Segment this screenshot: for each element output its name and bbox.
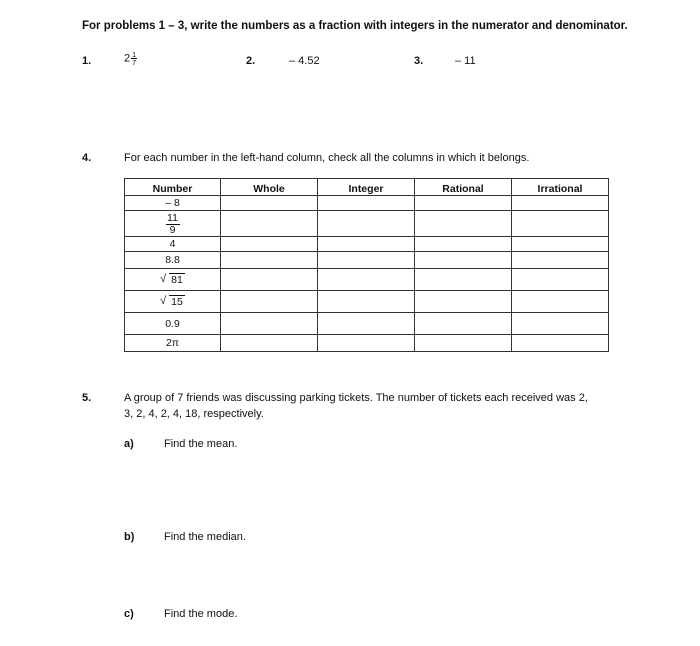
number-cell: 8.8 bbox=[125, 252, 221, 269]
table-row bbox=[125, 237, 609, 252]
column-header-rational: Rational bbox=[415, 179, 512, 196]
radicand: 15 bbox=[171, 295, 183, 308]
whole-checkbox-cell[interactable] bbox=[221, 252, 318, 269]
table-row bbox=[125, 211, 609, 237]
table-row bbox=[125, 291, 609, 313]
number-cell bbox=[125, 291, 221, 313]
table-row bbox=[125, 252, 609, 269]
part-a-text: Find the mean. bbox=[164, 438, 238, 450]
part-b-label: b) bbox=[124, 531, 135, 543]
problem-5-number: 5. bbox=[82, 392, 92, 404]
irrational-checkbox-cell[interactable] bbox=[512, 313, 609, 335]
integer-checkbox-cell[interactable] bbox=[318, 335, 415, 352]
whole-checkbox-cell[interactable] bbox=[221, 196, 318, 211]
integer-checkbox-cell[interactable] bbox=[318, 313, 415, 335]
number-classification-table bbox=[124, 178, 609, 352]
rational-checkbox-cell[interactable] bbox=[415, 196, 512, 211]
table-row bbox=[125, 313, 609, 335]
square-root-value bbox=[160, 274, 185, 286]
problem-3-number: 3. bbox=[414, 55, 424, 67]
fraction-numerator: 11 bbox=[167, 211, 178, 224]
whole-checkbox-cell[interactable] bbox=[221, 269, 318, 291]
column-header-irrational: Irrational bbox=[512, 179, 609, 196]
irrational-checkbox-cell[interactable] bbox=[512, 211, 609, 237]
mixed-fraction bbox=[131, 51, 137, 66]
irrational-checkbox-cell[interactable] bbox=[512, 252, 609, 269]
square-root-value bbox=[160, 296, 185, 308]
fraction-numerator: 1 bbox=[132, 50, 137, 59]
irrational-checkbox-cell[interactable] bbox=[512, 335, 609, 352]
number-cell: 4 bbox=[125, 237, 221, 252]
table-row bbox=[125, 335, 609, 352]
part-c-label: c) bbox=[124, 608, 134, 620]
problem-5-text-line-1: A group of 7 friends was discussing parking tickets. The number of tickets each received was 2, bbox=[124, 392, 588, 404]
number-cell: 0.9 bbox=[125, 313, 221, 335]
integer-checkbox-cell[interactable] bbox=[318, 196, 415, 211]
problem-2-number: 2. bbox=[246, 55, 256, 67]
table-header-row bbox=[125, 179, 609, 196]
table-row bbox=[125, 196, 609, 211]
whole-checkbox-cell[interactable] bbox=[221, 237, 318, 252]
irrational-checkbox-cell[interactable] bbox=[512, 196, 609, 211]
rational-checkbox-cell[interactable] bbox=[415, 269, 512, 291]
problem-1-number: 1. bbox=[82, 55, 92, 67]
problem-2-value: – 4.52 bbox=[289, 55, 320, 67]
integer-checkbox-cell[interactable] bbox=[318, 237, 415, 252]
rational-checkbox-cell[interactable] bbox=[415, 211, 512, 237]
problem-4-number: 4. bbox=[82, 152, 92, 164]
irrational-checkbox-cell[interactable] bbox=[512, 237, 609, 252]
problem-3-value: – 11 bbox=[455, 55, 476, 67]
irrational-checkbox-cell[interactable] bbox=[512, 291, 609, 313]
column-header-integer: Integer bbox=[318, 179, 415, 196]
number-cell: – 8 bbox=[125, 196, 221, 211]
rational-checkbox-cell[interactable] bbox=[415, 252, 512, 269]
whole-checkbox-cell[interactable] bbox=[221, 211, 318, 237]
rational-checkbox-cell[interactable] bbox=[415, 291, 512, 313]
whole-checkbox-cell[interactable] bbox=[221, 335, 318, 352]
integer-checkbox-cell[interactable] bbox=[318, 252, 415, 269]
table-row bbox=[125, 269, 609, 291]
part-a-label: a) bbox=[124, 438, 134, 450]
mixed-whole: 2 bbox=[124, 52, 131, 65]
rational-checkbox-cell[interactable] bbox=[415, 335, 512, 352]
problem-1-mixed-number bbox=[124, 51, 137, 66]
fraction-denominator: 9 bbox=[169, 223, 176, 236]
radical-icon: √ bbox=[160, 272, 167, 285]
radical-icon: √ bbox=[160, 294, 167, 307]
number-cell bbox=[125, 211, 221, 237]
problem-5-text-line-2: 3, 2, 4, 2, 4, 18, respectively. bbox=[124, 408, 264, 420]
integer-checkbox-cell[interactable] bbox=[318, 269, 415, 291]
part-c-text: Find the mode. bbox=[164, 608, 238, 620]
irrational-checkbox-cell[interactable] bbox=[512, 269, 609, 291]
number-cell bbox=[125, 269, 221, 291]
instructions-heading: For problems 1 – 3, write the numbers as a fraction with integers in the numerator and denominator. bbox=[82, 20, 628, 32]
whole-checkbox-cell[interactable] bbox=[221, 313, 318, 335]
part-b-text: Find the median. bbox=[164, 531, 246, 543]
rational-checkbox-cell[interactable] bbox=[415, 237, 512, 252]
fraction-denominator: 7 bbox=[132, 58, 137, 67]
rational-checkbox-cell[interactable] bbox=[415, 313, 512, 335]
integer-checkbox-cell[interactable] bbox=[318, 211, 415, 237]
problem-4-prompt: For each number in the left-hand column, check all the columns in which it belongs. bbox=[124, 152, 530, 164]
integer-checkbox-cell[interactable] bbox=[318, 291, 415, 313]
fraction-value bbox=[166, 213, 180, 236]
number-cell: 2π bbox=[125, 335, 221, 352]
radicand: 81 bbox=[171, 273, 183, 286]
whole-checkbox-cell[interactable] bbox=[221, 291, 318, 313]
column-header-whole: Whole bbox=[221, 179, 318, 196]
column-header-number: Number bbox=[125, 179, 221, 196]
